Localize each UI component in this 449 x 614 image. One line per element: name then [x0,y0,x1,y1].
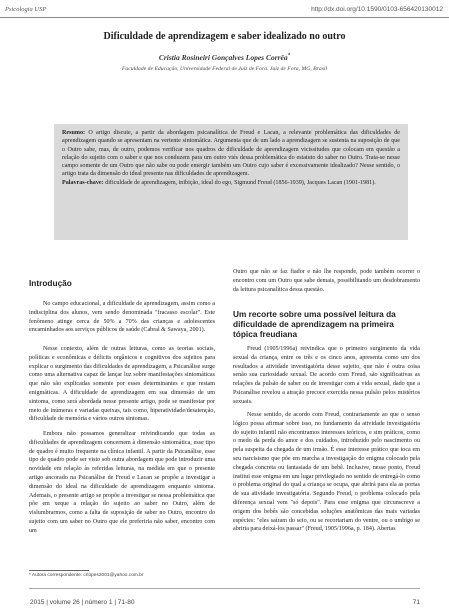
paragraph-recorte-2: Nesse sentido, de acordo com Freud, contrariamente ao que o senso lógico possa afirmar sobre isso, no fundamento da atividade investigatória do sujeito infantil não encontramos interesses teóricos, e sim práticos, como o medo da perda do amor e dos cuidados, introduzido pelo nascimento ou pela suspeita da chegada de um irmão. É esse interesse prático que toca em seu narcisismo que põe em marcha a investigação do enigma colocado pela chegada concreta ou fantasiada de um bebê. Inclusive, nesse ponto, Freud institui esse enigma em um lugar privilegiado no sentido de entregá-lo como o problema original do qual a criança se ocupa, que abrirá para ela as portas de sua atividade investigatória. Segundo Freud, o problema colocado pela diferença sexual vem "só depois". Para esse enigma que circunscreve a origem dos bebês são concebidas soluções anatômicas das mais variadas espécies: "eles saíram do seio, ou se recortariam do ventre, ou o umbigo se abriria para deixá-los passar" (Freud, 1905/1996a, p. 184). Abertas [233,412,420,533]
author-line [0,53,449,62]
resumo-label: Resumo: [62,130,86,136]
author-name: Cristia Rosineiri Gonçalves Lopes Corrêa [158,53,288,62]
author-affiliation: Faculdade de Educação, Universidade Federal de Juiz de Fora. Juiz de Fora, MG, Brasil [121,66,328,72]
journal-name: Psicologia USP [5,6,47,13]
author-footnote-mark: * [287,53,291,59]
keywords-label: Palavras-chave: [62,179,104,186]
footnote-divider [29,570,89,571]
doi-link[interactable]: http://dx.doi.org/10.1590/0103-656420130012 [311,6,443,13]
paragraph-intro-1: No campo educacional, a dificuldade de aprendizagem, assim como a indisciplina dos alunos, vem sendo denominada "fracasso escolar". Este fenômeno atinge cerca de 50% a 70% das crianças e adolescentes encaminhados aos serviços públicos de saúde (Cabral & Sawaya, 2001). [29,301,215,334]
footer-divider [29,588,420,589]
resumo [62,129,400,179]
header-divider [0,17,449,18]
footnote: * Autora correspondente: crlopes2001@yahoo.com.br [29,573,144,578]
paragraph-intro-2: Nesse contexto, além de outras leituras, como as teorias sociais, políticas e econômicas e déficits orgânicos e cognitivos dos sujeitos para explicar o surgimento das dificuldades de aprendizagem, a Psicanálise surge como uma alternativa capaz de lançar luz sobre manifestações sintomáticas que não são explicadas somente por esses determinantes e que restam enigmáticas. A dificuldade de aprendizagem em sua dimensão de um sintoma, como será abordada nesse presente artigo, pode se manifestar por meio de inúmeras e variadas queixas, tais como, hiperatividade/desatenção, dificuldade de memória e vários outros sintomas. [29,346,215,423]
page-number: 71 [412,599,420,606]
paragraph-intro-3: Embora não possamos generalizar reivindicando que todas as dificuldades de aprendizagem concernem à dimensão sintomática, esse tipo de quadro é muito frequente na clínica infantil. A partir da Psicanálise, esse tipo de quadro pode ser visto sob outra abordagem que pode introduzir uma novidade em relação às referidas leituras, na medida em que o presente artigo ancorado na Psicanálise de Freud e Lacan se propõe a investigar a dimensão do ideal na dificuldade de aprendizagem enquanto sintoma. Ademais, o presente artigo se propõe a investigar se nessa problemática que põe em xeque a relação do sujeito ao saber no Outro, além de vislumbrarmos, como a falta de suposição de saber no Outro, encontro do sujeito com um saber no Outro que ele preferiria não saber, encontro com um [29,431,215,534]
footer-volume-info: 2015 | volume 26 | número 1 | 71-80 [30,599,135,606]
article-title: Dificuldade de aprendizagem e saber idealizado no outro [103,31,346,42]
paragraph-right-continuation: Outro que não se faz fiador e não lhe responde, pode também ocorrer o encontro com um Outro que sabe demais, possibilitando um desdobramento da leitura psicanalítica dessa questão. [233,269,420,293]
resumo-text: O artigo discute, a partir da abordagem psicanalítica de Freud e Lacan, a relevante problemática das dificuldades de aprendizagem quando se apresentam na vertente sintomática. Argumenta que de um lado a aprendizagem se sustenta na suposição de que o Outro sabe, mas, de outro, podemos verificar nos quadros de dificuldade de aprendizagem vicissitudes que colocam em questão a relação do sujeito com o saber e que nos conduzem para um outro viés dessa problemática do estatuto do saber no Outro. Trata-se nesse campo somente de um Outro que não sabe ou pode emergir também um Outro cujo saber é excessivamente idealizado? Nesse sentido, o artigo trata da dimensão do ideal presente nas dificuldades de aprendizagem. [62,130,400,178]
section-heading-recorte: Um recorte sobre uma possível leitura da dificuldade de aprendizagem na primeira tópica freudiana [233,309,396,339]
keywords-text: dificuldade de aprendizagem, inibição, ideal do ego, Sigmund Freud (1856-1939), Jacques Lacan (1901-1981). [105,179,376,186]
section-heading-intro: Introdução [29,278,72,288]
keywords [62,179,400,187]
paragraph-recorte-1: Freud (1905/1996a) reivindica que o primeiro surgimento da vida sexual da criança, entre os três e os cinco anos, apresenta como um dos resultados a atividade investigatória desse sujeito, que não é outra coisa senão sua curiosidade sexual. De acordo com Freud, são significativas as relações da pulsão de saber ou de investigar com a vida sexual, dado que a Psicanálise revelou a atração precoce exercida nessa pulsão pelos mistérios sexuais. [233,346,420,405]
abstract-box [54,124,408,240]
